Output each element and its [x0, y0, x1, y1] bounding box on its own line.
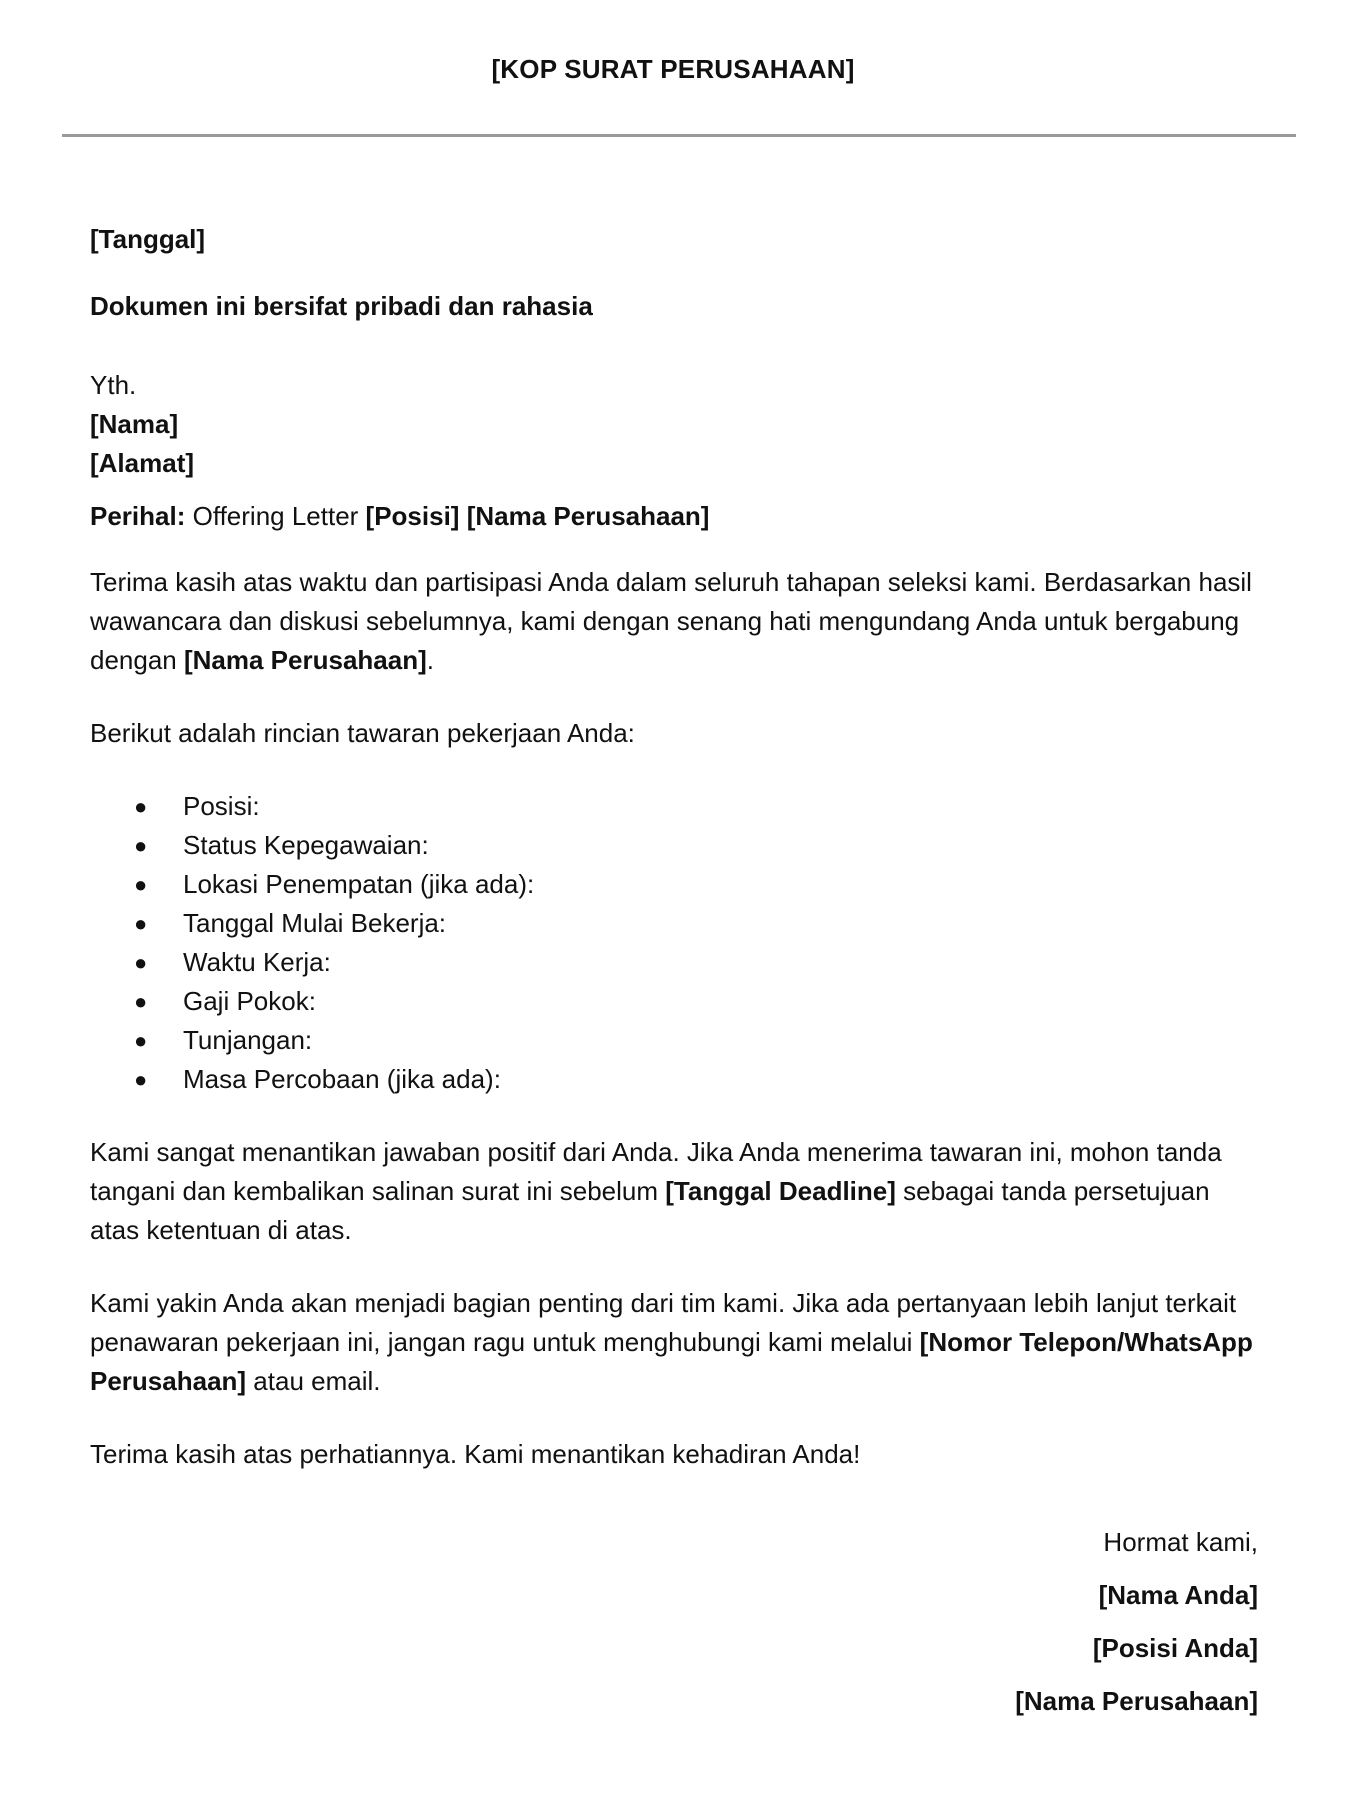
closing-signature-block	[1015, 1516, 1258, 1728]
bullet-icon: ●	[134, 1067, 148, 1092]
detail-label: Tanggal Mulai Bekerja:	[183, 908, 447, 938]
list-item	[90, 1021, 1260, 1060]
opening-company: [Nama Perusahaan]	[183, 645, 427, 675]
contact-text-after: atau email.	[246, 1366, 381, 1396]
detail-label: Waktu Kerja:	[183, 947, 331, 977]
closing-greeting: Hormat kami,	[1103, 1527, 1258, 1557]
letterhead-title: [KOP SURAT PERUSAHAAN]	[491, 54, 855, 84]
recipient-address: [Alamat]	[90, 448, 195, 478]
recipient-salutation: Yth.	[90, 370, 137, 400]
offer-details-list	[90, 787, 1260, 1099]
list-item	[90, 865, 1260, 904]
contact-phone: [Nomor Telepon/WhatsApp Perusahaan]	[90, 1327, 1253, 1396]
detail-label: Posisi:	[183, 791, 260, 821]
details-intro: Berikut adalah rincian tawaran pekerjaan Anda:	[90, 718, 635, 748]
list-item	[90, 982, 1260, 1021]
recipient-name: [Nama]	[90, 409, 179, 439]
detail-label: Gaji Pokok:	[183, 986, 316, 1016]
subject-company: [Nama Perusahaan]	[466, 501, 710, 531]
opening-paragraph	[90, 563, 1260, 680]
list-item	[90, 904, 1260, 943]
bullet-icon: ●	[134, 989, 148, 1014]
bullet-icon: ●	[134, 1028, 148, 1053]
contact-text-before: Kami yakin Anda akan menjadi bagian penting dari tim kami. Jika ada pertanyaan lebih lanjut terkait penawaran pekerjaan ini, jangan ragu untuk menghubungi kami melalui	[90, 1288, 1237, 1357]
sender-company: [Nama Perusahaan]	[1015, 1686, 1258, 1716]
detail-label: Status Kepegawaian:	[183, 830, 429, 860]
thanks-paragraph: Terima kasih atas perhatiannya. Kami menantikan kehadiran Anda!	[90, 1439, 861, 1469]
letterhead-divider	[62, 134, 1296, 137]
contact-paragraph	[90, 1284, 1260, 1401]
acceptance-text-after: sebagai tanda persetujuan atas ketentuan di atas.	[90, 1176, 1210, 1245]
subject-label: Perihal:	[90, 501, 186, 531]
bullet-icon: ●	[134, 911, 148, 936]
bullet-icon: ●	[134, 794, 148, 819]
detail-label: Masa Percobaan (jika ada):	[183, 1064, 501, 1094]
letter-date: [Tanggal]	[90, 224, 206, 254]
subject-position: [Posisi]	[365, 501, 460, 531]
bullet-icon: ●	[134, 950, 148, 975]
list-item	[90, 787, 1260, 826]
sender-name: [Nama Anda]	[1098, 1580, 1258, 1610]
detail-label: Tunjangan:	[183, 1025, 313, 1055]
opening-text: Terima kasih atas waktu dan partisipasi Anda dalam seluruh tahapan seleksi kami. Berdasarkan hasil wawancara dan diskusi sebelumnya, kami dengan senang hati mengundang Anda untuk bergabung dengan	[90, 567, 1252, 675]
opening-end: .	[426, 645, 434, 675]
bullet-icon: ●	[134, 872, 148, 897]
sender-position: [Posisi Anda]	[1092, 1633, 1258, 1663]
acceptance-text-before: Kami sangat menantikan jawaban positif dari Anda. Jika Anda menerima tawaran ini, mohon tanda tangani dan kembalikan salinan surat ini sebelum	[90, 1137, 1222, 1206]
subject-line	[90, 497, 1260, 536]
letter-body	[90, 220, 1260, 1474]
acceptance-paragraph	[90, 1133, 1260, 1250]
bullet-icon: ●	[134, 833, 148, 858]
acceptance-deadline: [Tanggal Deadline]	[665, 1176, 896, 1206]
list-item	[90, 943, 1260, 982]
subject-text: Offering Letter	[185, 501, 366, 531]
detail-label: Lokasi Penempatan (jika ada):	[183, 869, 535, 899]
list-item	[90, 1060, 1260, 1099]
list-item	[90, 826, 1260, 865]
recipient-block	[90, 366, 1260, 483]
confidential-note: Dokumen ini bersifat pribadi dan rahasia	[90, 291, 593, 321]
